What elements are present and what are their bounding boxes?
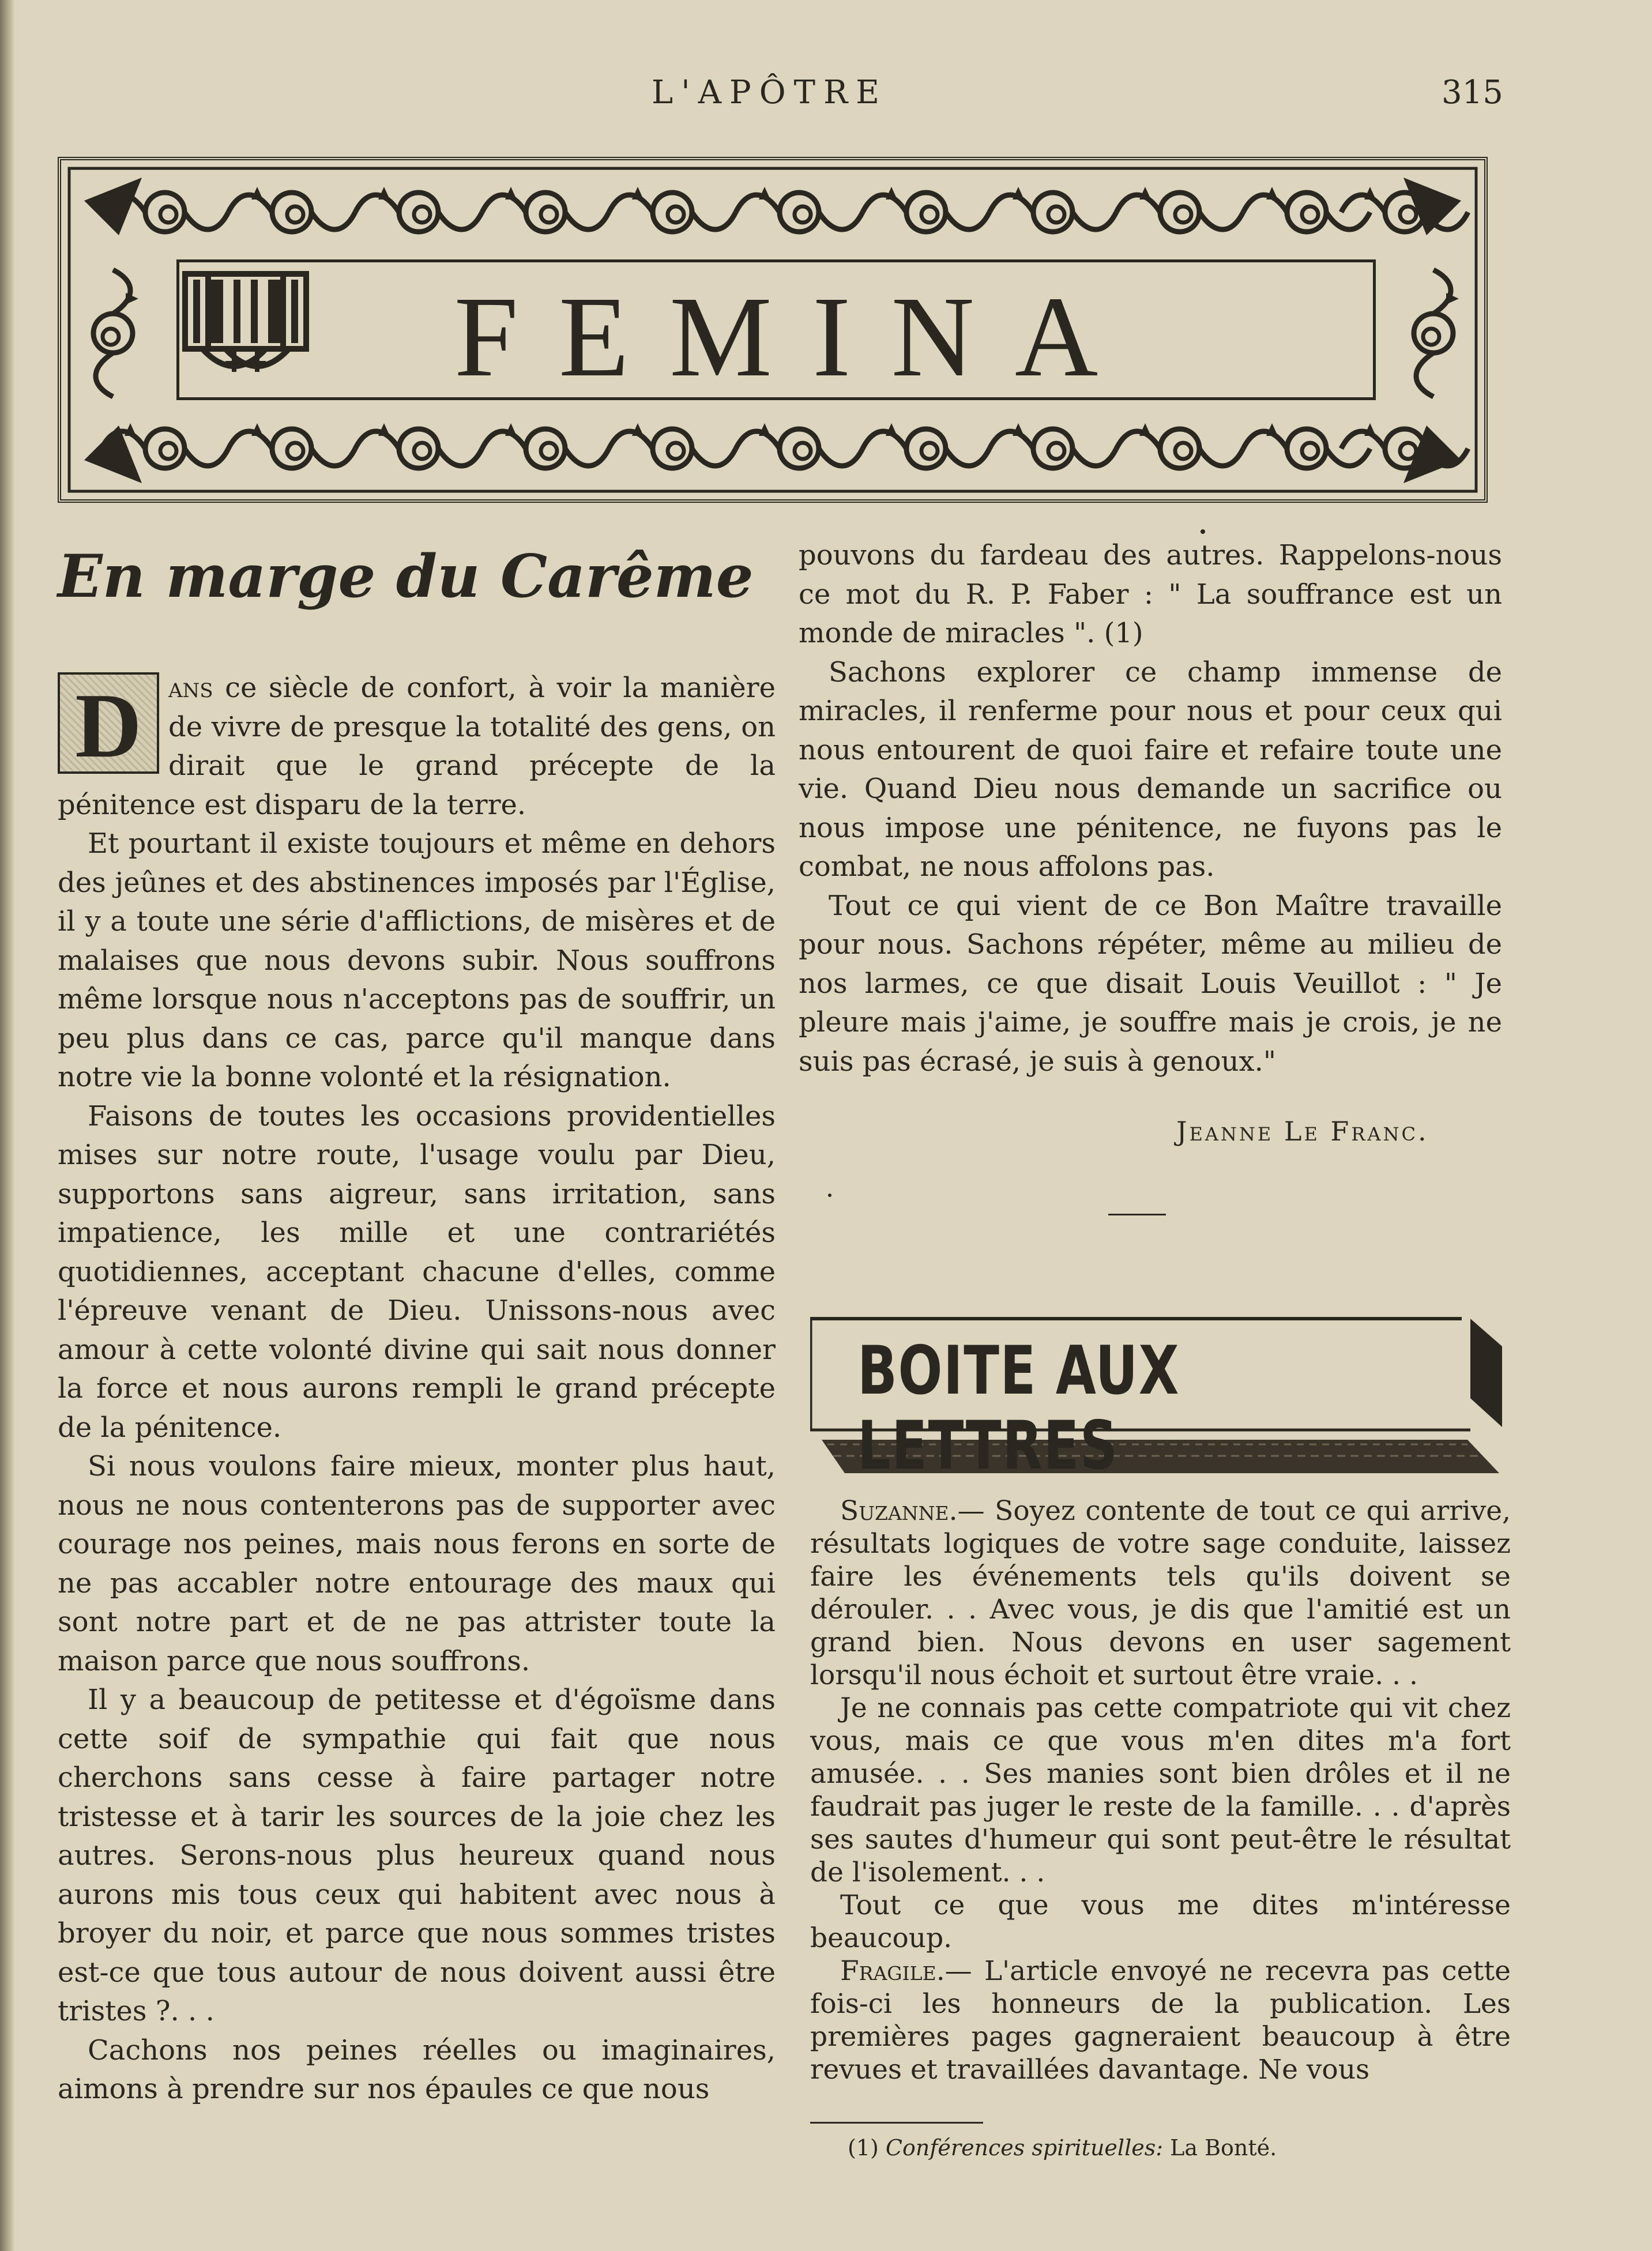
footnote <box>848 2133 1277 2162</box>
section-separator <box>1108 1214 1166 1215</box>
article-paragraph-5: Il y a beaucoup de petitesse et d'égoïsme dans cette soif de sympathie qui fait que nous cherchons sans cesse à faire partager notre tristesse et à tarir les sources de la joie chez les autres. Serons-nous plus heureux quand nous aurons mis tous ceux qui habitent avec nous à broyer du noir, et parce que nous sommes tristes est-ce que tous autour de nous doivent aussi être tristes ?. . . <box>58 1684 776 2027</box>
running-title: L'APÔTRE <box>652 74 888 111</box>
ornamental-dropcap: D <box>58 672 159 774</box>
correspondent-name: Suzanne. <box>840 1495 958 1527</box>
mailbox-header <box>810 1306 1508 1485</box>
print-speck <box>1201 529 1205 534</box>
article-paragraph-1: D ans ce siècle de confort, à voir la manière de vivre de presque la totalité des gens, on dirait que le grand précepte de la pénitence est disparu de la terre. <box>58 672 776 821</box>
article-paragraph-3: Faisons de toutes les occasions providentielles mises sur notre route, l'usage voulu par Dieu, supportons sans aigreur, sans irritation, sans impatience, les mille et une contrariétés quotidiennes, acceptant chacune d'elles, comme l'épreuve venant de Dieu. Unissons-nous avec amour à cette volonté divine qui sait nous donner la force et nous aurons rempli le grand précepte de la pénitence. <box>58 1100 776 1444</box>
footnote-detail: La Bonté. <box>1170 2135 1277 2160</box>
mailbox-column <box>810 1495 1511 2086</box>
dropcap-continuation: ans <box>168 672 213 704</box>
page-gutter-shadow <box>0 0 15 2251</box>
article-left-column <box>58 669 776 2109</box>
article-paragraph-2: Et pourtant il existe toujours et même en dehors des jeûnes et des abstinences imposés par l'Église, il y a toute une série d'afflictions, de misères et de malaises que nous devons subir. Nous souffrons même lorsque nous n'acceptons pas de souffrir, un peu plus dans ce cas, parce qu'il manque dans notre vie la bonne volonté et la résignation. <box>58 827 776 1093</box>
footnote-source: Conférences spirituelles: <box>885 2135 1164 2160</box>
banner-title-frame <box>176 259 1376 400</box>
article-paragraph-9: Tout ce qui vient de ce Bon Maître travaille pour nous. Sachons répéter, même au milieu de nos larmes, ce que disait Louis Veuillot : " Je pleure mais j'aime, je souffre mais je crois, je ne suis pas écrasé, je suis à genoux." <box>799 889 1502 1078</box>
footnote-rule <box>810 2122 983 2124</box>
mailbox-entry: Suzanne.— Soyez contente de tout ce qui arrive, résultats logiques de votre sage conduite, laissez faire les événements tels qu'ils doivent se dérouler. . . Avec vous, je dis que l'amitié est un grand bien. Nous devons en user sagement lorsqu'il nous échoit et surtout être vraie. . . <box>810 1495 1511 1691</box>
article-title: En marge du Carême <box>58 542 754 611</box>
print-speck <box>828 1194 831 1197</box>
correspondent-name: Fragile. <box>840 1955 945 1987</box>
article-paragraph-8: Sachons explorer ce champ immense de miracles, il renferme pour nous et pour ceux qui nous entourent de quoi faire et refaire toute une vie. Quand Dieu nous demande un sacrifice ou nous impose une pénitence, ne fuyons pas le combat, ne nous affolons pas. <box>799 656 1502 883</box>
footnote-marker: (1) <box>848 2135 879 2160</box>
femina-banner <box>58 157 1488 503</box>
article-paragraph-4: Si nous voulons faire mieux, monter plus haut, nous ne nous contenterons pas de supporter avec courage nos peines, mais nous ferons en sorte de ne pas accabler notre entourage des maux qui sont notre part et de ne pas attrister toute la maison parce que nous souffrons. <box>58 1450 776 1677</box>
article-paragraph-6: Cachons nos peines réelles ou imaginaires, aimons à prendre sur nos épaules ce que nous <box>58 2034 776 2105</box>
article-signature: Jeanne Le Franc. <box>1176 1116 1429 1147</box>
banner-title: FEMINA <box>454 273 1139 401</box>
right-cartouche-ornament <box>179 262 289 378</box>
page-number: 315 <box>1442 74 1503 111</box>
article-right-column <box>799 536 1502 1081</box>
article-paragraph-7: pouvons du fardeau des autres. Rappelons-nous ce mot du R. P. Faber : " La souffrance est un monde de miracles ". (1) <box>799 539 1502 649</box>
mailbox-entry: Fragile.— L'article envoyé ne recevra pas cette fois-ci les honneurs de la publication. Les premières pages gagneraient beaucoup à être revues et travaillées davantage. Ne vous <box>810 1955 1511 2086</box>
mailbox-entry: Tout ce que vous me dites m'intéresse beaucoup. <box>810 1889 1511 1954</box>
mailbox-title: BOITE AUX LETTRES <box>857 1332 1180 1485</box>
mailbox-entry: Je ne connais pas cette compatriote qui vit chez vous, mais ce que vous m'en dites m'a fort amusée. . . Ses manies sont bien drôles et il ne faudrait pas juger le reste de la famille. . . d'après ses sautes d'humeur qui sont peut-être le résultat de l'isolement. . . <box>810 1692 1511 1888</box>
